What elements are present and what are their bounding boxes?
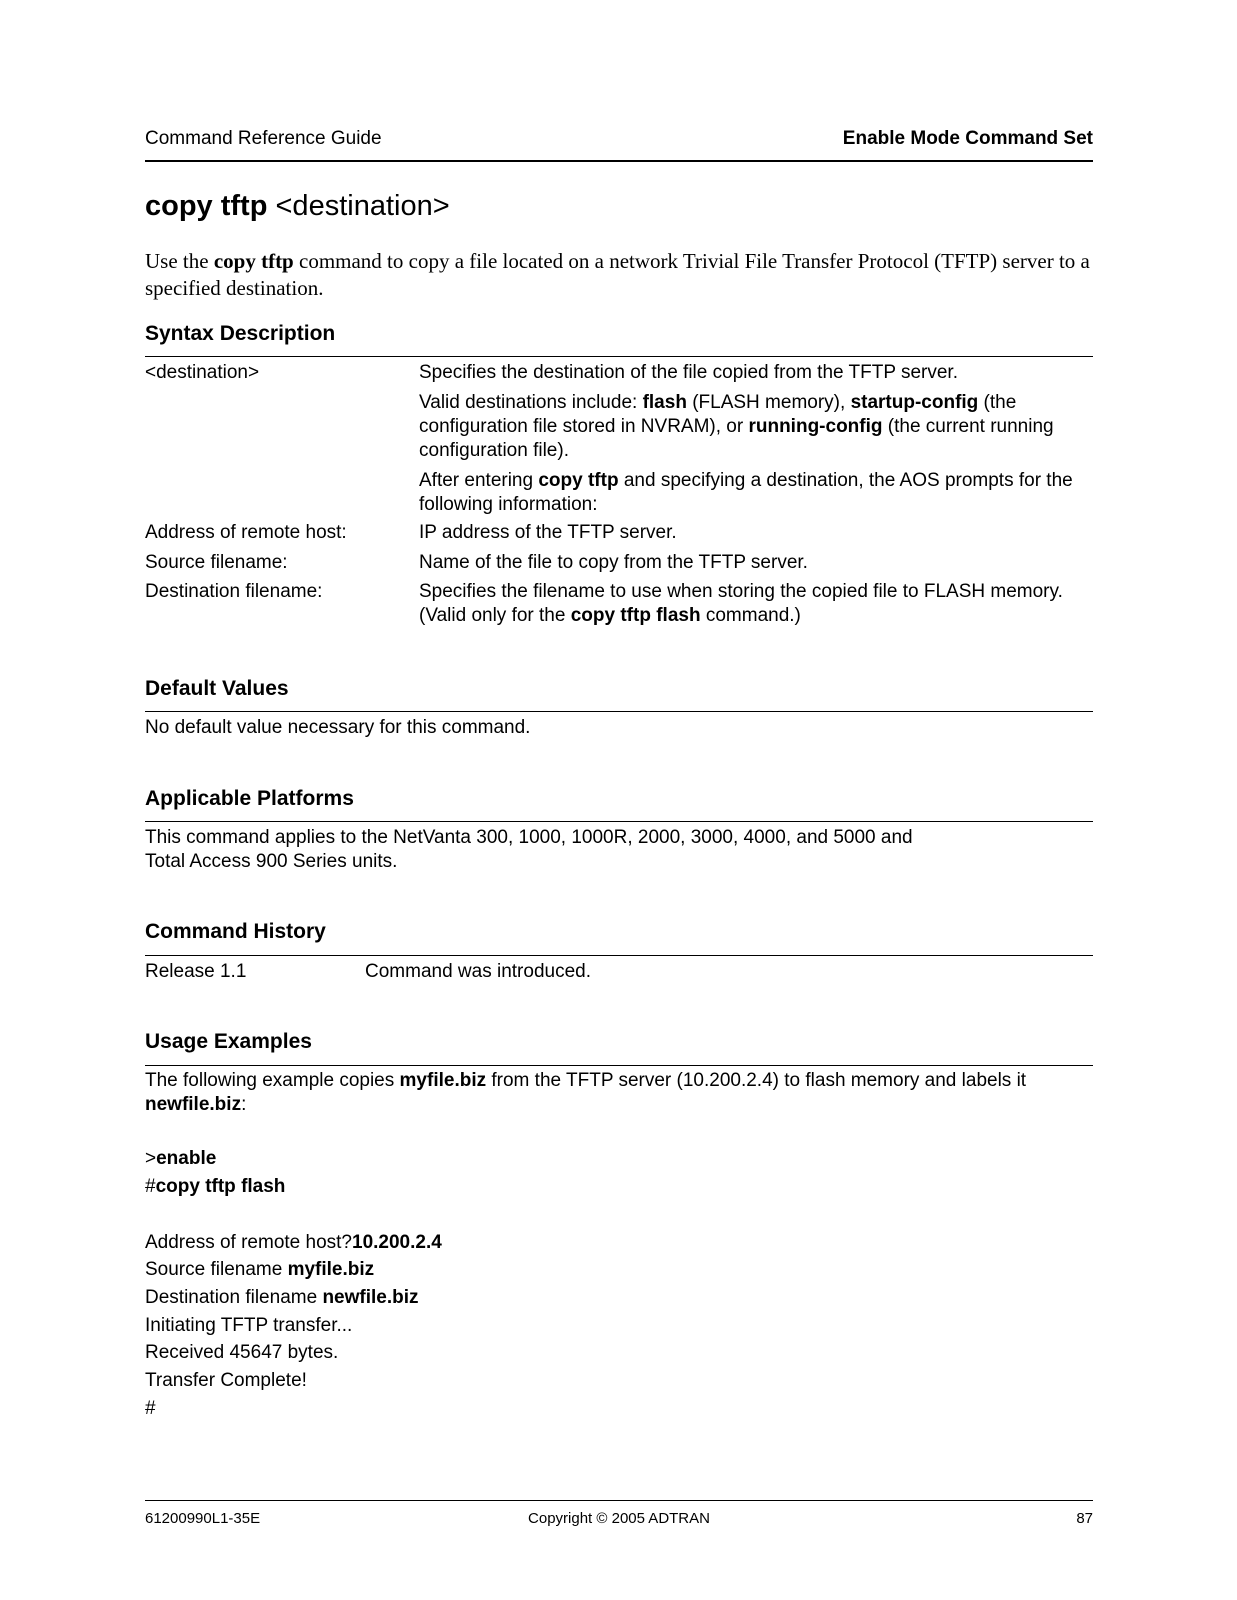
footer-doc-number: 61200990L1-35E bbox=[145, 1510, 261, 1527]
syntax-rule bbox=[145, 356, 1093, 357]
intro-paragraph bbox=[145, 248, 1093, 302]
header-guide-title: Command Reference Guide bbox=[145, 128, 382, 149]
prompt-symbol: # bbox=[145, 1176, 156, 1197]
text-span: (the current running configuration file). bbox=[419, 416, 1054, 461]
platforms-rule bbox=[145, 821, 1093, 822]
example-output-line: Received 45647 bytes. bbox=[145, 1342, 339, 1363]
text-span: The following example copies bbox=[145, 1070, 400, 1091]
example-output-line: Initiating TFTP transfer... bbox=[145, 1315, 353, 1336]
text-span: Valid destinations include: bbox=[419, 392, 643, 413]
example-command-copy bbox=[145, 1176, 285, 1198]
history-heading: Command History bbox=[145, 920, 326, 943]
bold-span: running-config bbox=[748, 416, 883, 437]
input-value: 10.200.2.4 bbox=[352, 1232, 442, 1253]
example-command-enable bbox=[145, 1148, 216, 1170]
intro-text-post: command to copy a file located on a network Trivial File Transfer Protocol (TFTP) server to a specified destination. bbox=[145, 249, 1090, 300]
syntax-term: Address of remote host: bbox=[145, 522, 347, 543]
output-label: Destination filename bbox=[145, 1287, 323, 1308]
text-span: command.) bbox=[700, 605, 801, 626]
header-rule bbox=[145, 160, 1093, 162]
history-release: Release 1.1 bbox=[145, 961, 247, 982]
bold-span: startup-config bbox=[850, 392, 979, 413]
input-value: myfile.biz bbox=[287, 1259, 375, 1280]
command-text: enable bbox=[156, 1148, 217, 1169]
history-rule bbox=[145, 955, 1093, 956]
example-source-line bbox=[145, 1259, 374, 1281]
syntax-desc: IP address of the TFTP server. bbox=[419, 522, 677, 543]
syntax-heading: Syntax Description bbox=[145, 322, 336, 345]
defaults-text: No default value necessary for this command. bbox=[145, 717, 531, 738]
platforms-text bbox=[145, 826, 1093, 874]
example-output-line: # bbox=[145, 1398, 156, 1419]
output-label: Address of remote host? bbox=[145, 1232, 352, 1253]
text-span: (the configuration file stored in NVRAM), or bbox=[419, 392, 1017, 437]
text-span: : bbox=[241, 1094, 247, 1115]
history-note: Command was introduced. bbox=[365, 961, 591, 982]
platforms-heading: Applicable Platforms bbox=[145, 787, 354, 810]
bold-span: copy tftp bbox=[538, 470, 619, 491]
example-destination-line bbox=[145, 1287, 419, 1309]
example-output-line: Transfer Complete! bbox=[145, 1370, 307, 1391]
syntax-desc-line: Specifies the destination of the file copied from the TFTP server. bbox=[419, 362, 958, 383]
page-title bbox=[145, 190, 450, 223]
bold-span: flash bbox=[642, 392, 687, 413]
syntax-desc-destinations bbox=[419, 391, 1093, 463]
intro-command: copy tftp bbox=[213, 249, 294, 273]
syntax-desc bbox=[419, 580, 1093, 628]
text-span: from the TFTP server (10.200.2.4) to flash memory and labels it bbox=[486, 1070, 1027, 1091]
prompt-symbol: > bbox=[145, 1148, 157, 1169]
syntax-desc bbox=[419, 361, 1093, 517]
bold-span: myfile.biz bbox=[399, 1070, 487, 1091]
usage-description bbox=[145, 1069, 1093, 1117]
bold-span: copy tftp flash bbox=[570, 605, 701, 626]
title-command: copy tftp bbox=[145, 190, 268, 222]
header-section-title: Enable Mode Command Set bbox=[842, 128, 1093, 149]
text-span: Specifies the filename to use when storing the copied file to FLASH memory. (Valid only for the bbox=[419, 581, 1063, 626]
platforms-line: Total Access 900 Series units. bbox=[145, 851, 398, 872]
intro-text-pre: Use the bbox=[145, 249, 214, 273]
syntax-term: Source filename: bbox=[145, 552, 288, 573]
footer-rule bbox=[145, 1500, 1093, 1501]
defaults-heading: Default Values bbox=[145, 677, 289, 700]
usage-rule bbox=[145, 1065, 1093, 1066]
text-span: (FLASH memory), bbox=[686, 392, 851, 413]
command-text: copy tftp flash bbox=[155, 1176, 286, 1197]
input-value: newfile.biz bbox=[322, 1287, 419, 1308]
text-span: After entering bbox=[419, 470, 539, 491]
usage-heading: Usage Examples bbox=[145, 1030, 312, 1053]
platforms-line: This command applies to the NetVanta 300, 1000, 1000R, 2000, 3000, 4000, and 5000 and bbox=[145, 827, 913, 848]
example-address-line bbox=[145, 1232, 442, 1254]
syntax-desc-prompts bbox=[419, 469, 1093, 517]
defaults-rule bbox=[145, 711, 1093, 712]
footer-page-number: 87 bbox=[1076, 1510, 1093, 1527]
document-page bbox=[145, 0, 1093, 1600]
footer-copyright: Copyright © 2005 ADTRAN bbox=[528, 1510, 710, 1527]
title-argument: <destination> bbox=[275, 190, 450, 222]
syntax-term: <destination> bbox=[145, 362, 260, 383]
text-span: and specifying a destination, the AOS prompts for the following information: bbox=[419, 470, 1073, 515]
syntax-desc: Name of the file to copy from the TFTP server. bbox=[419, 552, 808, 573]
syntax-term: Destination filename: bbox=[145, 581, 323, 602]
output-label: Source filename bbox=[145, 1259, 288, 1280]
bold-span: newfile.biz bbox=[145, 1094, 242, 1115]
